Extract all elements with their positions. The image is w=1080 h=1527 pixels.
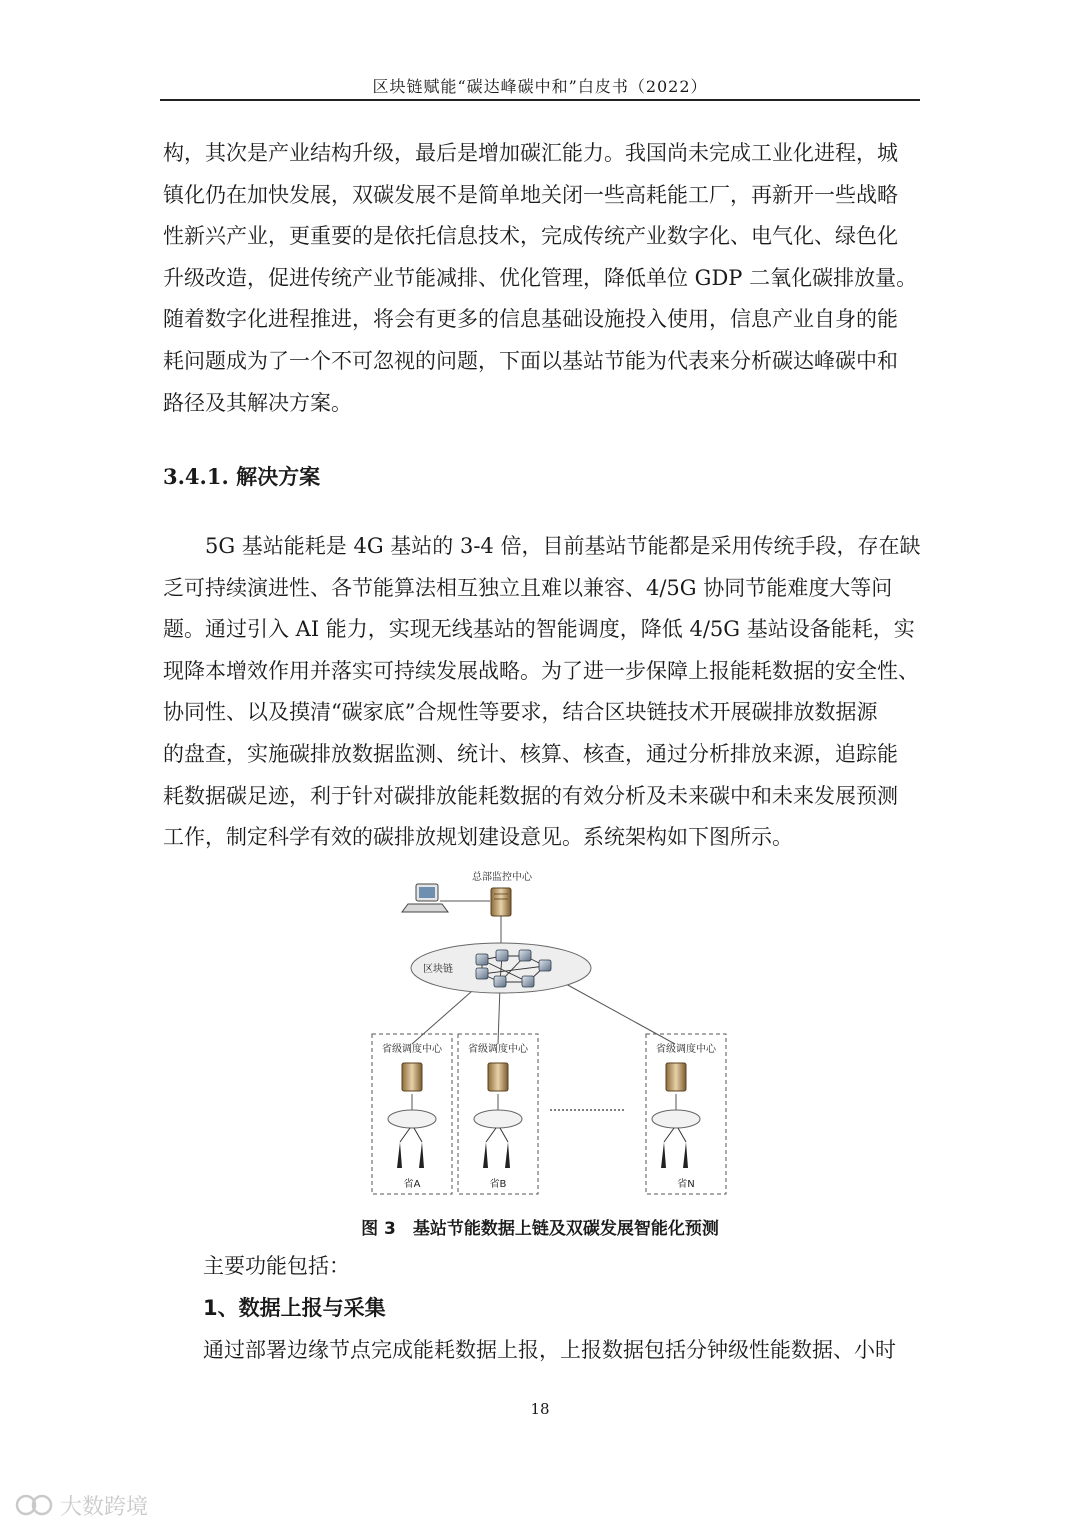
province-center-label: 省级调度中心	[656, 1044, 716, 1055]
antenna-icon	[483, 1142, 510, 1168]
page-header-title: 区块链赋能“碳达峰碳中和”白皮书（2022）	[372, 77, 708, 96]
province-n-label: 省N	[677, 1179, 695, 1190]
paragraph-2-line: 5G 基站能耗是 4G 基站的 3-4 倍，目前基站节能都是采用传统手段，存在缺	[163, 534, 921, 558]
province-box-a	[372, 1034, 452, 1194]
paragraph-1-line: 路径及其解决方案。	[163, 390, 352, 415]
paragraph-1-line: 升级改造，促进传统产业节能减排、优化管理，降低单位 GDP 二氧化碳排放量。	[163, 265, 918, 290]
paragraph-2-line: 耗数据碳足迹，利于针对碳排放能耗数据的有效分析及未来碳中和未来发展预测	[163, 783, 898, 808]
paragraph-1-line: 耗问题成为了一个不可忽视的问题，下面以基站节能为代表来分析碳达峰碳中和	[163, 348, 898, 373]
paragraph-2-line: 协同性、以及摸清“碳家底”合规性等要求，结合区块链技术开展碳排放数据源	[163, 700, 878, 725]
function-item-title: 1、数据上报与采集	[203, 1296, 386, 1320]
computer-icon	[402, 884, 448, 912]
province-box-b	[458, 1034, 538, 1194]
architecture-diagram	[350, 864, 750, 1204]
paragraph-2-line: 题。通过引入 AI 能力，实现无线基站的智能调度，降低 4/5G 基站设备能耗，实	[163, 617, 915, 642]
hq-server-icon	[491, 888, 511, 916]
paragraph-1	[163, 133, 923, 424]
header-rule	[160, 99, 920, 101]
paragraph-1-line: 随着数字化进程推进，将会有更多的信息基础设施投入使用，信息产业自身的能	[163, 307, 898, 332]
paragraph-2-line: 的盘查，实施碳排放数据监测、统计、核算、核查，通过分析排放来源，追踪能	[163, 741, 898, 766]
function-item-text: 通过部署边缘节点完成能耗数据上报，上报数据包括分钟级性能数据、小时	[203, 1338, 896, 1362]
province-a-label: 省A	[403, 1179, 421, 1190]
antenna-icon	[661, 1142, 688, 1168]
province-b-label: 省B	[489, 1179, 507, 1190]
figure-caption: 图 3 基站节能数据上链及双碳发展智能化预测	[361, 1219, 719, 1239]
paragraph-1-line: 性新兴产业，更重要的是依托信息技术，完成传统产业数字化、电气化、绿色化	[163, 224, 898, 249]
watermark-logo-icon	[14, 1492, 54, 1518]
functions-lead: 主要功能包括：	[203, 1254, 350, 1278]
section-heading: 3.4.1. 解决方案	[163, 464, 321, 489]
province-center-label: 省级调度中心	[382, 1044, 442, 1055]
watermark	[14, 1490, 148, 1520]
server-icon	[666, 1063, 686, 1091]
province-box-n	[646, 1034, 726, 1194]
paragraph-1-line: 镇化仍在加快发展，双碳发展不是简单地关闭一些高耗能工厂，再新开一些战略	[163, 182, 898, 207]
hq-label: 总部监控中心	[472, 872, 532, 883]
paragraph-1-line: 构，其次是产业结构升级，最后是增加碳汇能力。我国尚未完成工业化进程，城	[163, 141, 898, 165]
page-number: 18	[530, 1400, 550, 1418]
antenna-icon	[397, 1142, 424, 1168]
province-center-label: 省级调度中心	[468, 1044, 528, 1055]
blockchain-label: 区块链	[423, 964, 453, 975]
paragraph-2-line: 乏可持续演进性、各节能算法相互独立且难以兼容、4/5G 协同节能难度大等问	[163, 575, 893, 600]
watermark-text: 大数跨境	[60, 1494, 149, 1520]
server-icon	[402, 1063, 422, 1091]
paragraph-2	[163, 526, 923, 859]
paragraph-2-line: 现降本增效作用并落实可持续发展战略。为了进一步保障上报能耗数据的安全性、	[163, 658, 919, 683]
server-icon	[488, 1063, 508, 1091]
paragraph-2-line: 工作，制定科学有效的碳排放规划建设意见。系统架构如下图所示。	[163, 825, 793, 850]
